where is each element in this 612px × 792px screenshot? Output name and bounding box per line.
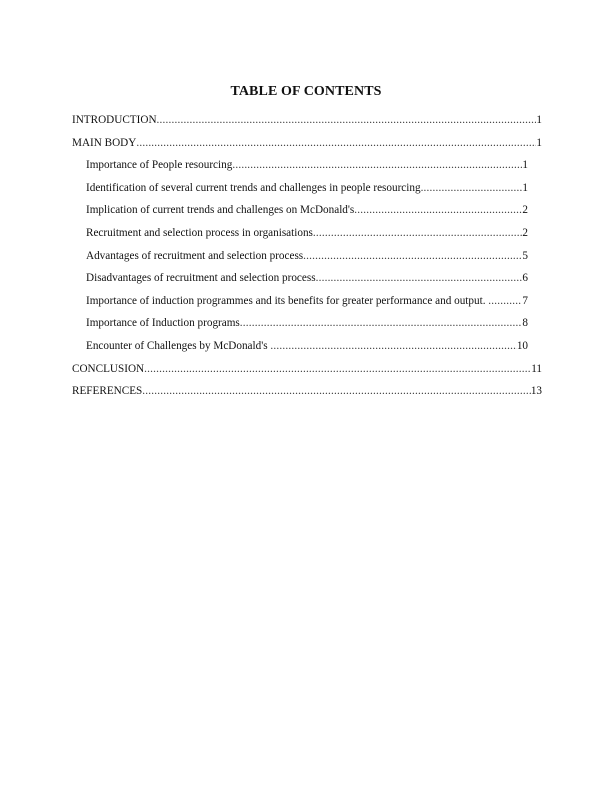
toc-entry-page: 1 [536, 136, 542, 149]
toc-entry-label: Recruitment and selection process in organisations [86, 226, 313, 239]
toc-entry-disadvantages[interactable] [86, 271, 528, 294]
toc-entry-page: 2 [522, 204, 528, 217]
toc-entry-importance-people-resourcing[interactable] [86, 158, 528, 181]
dot-leader [232, 158, 522, 172]
toc-entry-implication-mcdonalds[interactable] [86, 203, 528, 226]
dot-leader [488, 294, 522, 308]
toc-entry-label: Importance of induction programmes and its benefits for greater performance and output. [86, 294, 489, 307]
toc-entry-label: INTRODUCTION [72, 114, 157, 126]
toc-entry-label: Disadvantages of recruitment and selection process [86, 272, 316, 285]
toc-entry-page: 11 [531, 362, 542, 375]
toc-entry-induction-benefits[interactable] [86, 294, 528, 317]
dot-leader [240, 316, 523, 330]
dot-leader [157, 113, 537, 127]
dot-leader [354, 203, 522, 217]
dot-leader [136, 136, 536, 150]
toc-entry-label: CONCLUSION [72, 362, 145, 375]
toc-entry-induction-programs[interactable] [86, 316, 528, 339]
toc-entry-page: 1 [536, 114, 542, 126]
toc-title: TABLE OF CONTENTS [230, 84, 382, 99]
toc-entry-encounter-challenges[interactable] [86, 339, 528, 362]
dot-leader [316, 271, 523, 285]
toc-entry-page: 6 [522, 272, 528, 285]
toc-entry-main-body[interactable] [72, 136, 542, 159]
toc-entry-page: 2 [522, 226, 528, 239]
toc-entry-label: Identification of several current trends and challenges in people resourcing [86, 181, 421, 194]
toc-entry-page: 5 [522, 249, 528, 262]
toc-entry-page: 10 [516, 339, 528, 352]
toc-list [72, 113, 542, 407]
dot-leader [421, 181, 523, 195]
toc-entry-identification-trends[interactable] [86, 181, 528, 204]
dot-leader [303, 249, 522, 263]
toc-entry-label: Importance of People resourcing [86, 159, 233, 172]
dot-leader [144, 362, 531, 376]
toc-entry-page: 8 [522, 317, 528, 330]
toc-entry-advantages[interactable] [86, 249, 528, 272]
dot-leader [270, 339, 516, 353]
dot-leader [313, 226, 522, 240]
toc-entry-label: MAIN BODY [72, 136, 137, 149]
toc-entry-introduction[interactable] [72, 113, 542, 136]
toc-entry-label: Implication of current trends and challenges on McDonald's [86, 204, 355, 217]
toc-entry-label: Advantages of recruitment and selection process [86, 249, 304, 262]
toc-entry-page: 7 [522, 294, 528, 307]
toc-entry-recruitment-selection[interactable] [86, 226, 528, 249]
toc-entry-references[interactable] [72, 384, 542, 407]
toc-entry-page: 1 [522, 159, 528, 172]
toc-entry-label: Encounter of Challenges by McDonald's [86, 339, 271, 352]
toc-entry-page: 1 [522, 181, 528, 194]
toc-entry-label: Importance of Induction programs [86, 317, 240, 330]
toc-entry-label: REFERENCES [72, 385, 143, 398]
toc-entry-page: 13 [530, 385, 542, 398]
toc-entry-conclusion[interactable] [72, 362, 542, 385]
dot-leader [142, 384, 531, 398]
